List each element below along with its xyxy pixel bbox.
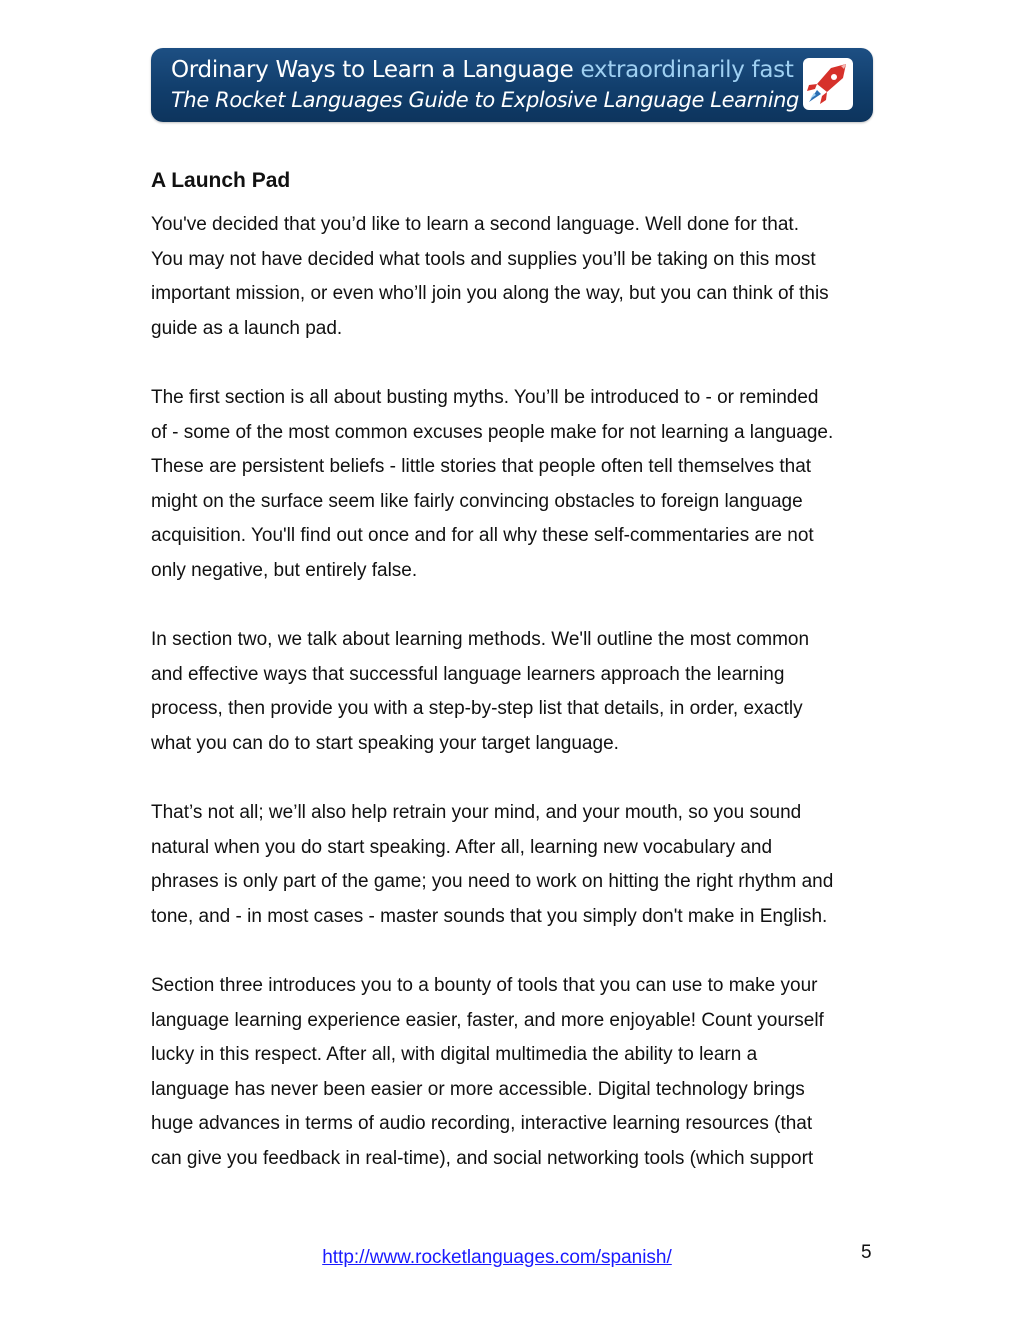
- banner-title: [171, 57, 794, 83]
- text-line: You may not have decided what tools and supplies you’ll be taking on this most: [151, 248, 816, 270]
- text-line: You've decided that you’d like to learn a second language. Well done for that.: [151, 214, 799, 235]
- paragraph-section-two: [151, 623, 881, 761]
- paragraph-section-one: [151, 381, 881, 589]
- text-line: tone, and - in most cases - master sounds that you simply don't make in English.: [151, 905, 828, 927]
- text-line: acquisition. You'll find out once and for all why these self-commentaries are not: [151, 525, 814, 547]
- text-line: guide as a launch pad.: [151, 317, 343, 339]
- text-line: might on the surface seem like fairly convincing obstacles to foreign language: [151, 490, 803, 512]
- text-line: huge advances in terms of audio recording, interactive learning resources (that: [151, 1113, 813, 1135]
- paragraph-intro: [151, 208, 881, 346]
- text-line: language has never been easier or more accessible. Digital technology brings: [151, 1078, 805, 1100]
- page-number: 5: [861, 1242, 872, 1263]
- text-line: lucky in this respect. After all, with digital multimedia the ability to learn a: [151, 1044, 758, 1066]
- paragraph-pronunciation: [151, 796, 881, 934]
- text-line: language learning experience easier, faster, and more enjoyable! Count yourself: [151, 1009, 824, 1031]
- text-line: phrases is only part of the game; you need to work on hitting the right rhythm and: [151, 871, 834, 893]
- rocket-icon: [803, 58, 853, 110]
- text-line: process, then provide you with a step-by-step list that details, in order, exactly: [151, 698, 803, 720]
- text-line: Section three introduces you to a bounty of tools that you can use to make your: [151, 975, 818, 997]
- text-line: what you can do to start speaking your target language.: [151, 732, 619, 754]
- text-line: The first section is all about busting myths. You’ll be introduced to - or reminded: [151, 386, 819, 408]
- paragraph-section-three: [151, 969, 881, 1177]
- text-line: In section two, we talk about learning methods. We'll outline the most common: [151, 629, 810, 651]
- footer-link[interactable]: http://www.rocketlanguages.com/spanish/: [322, 1247, 672, 1268]
- header-banner: [151, 48, 873, 122]
- banner-subtitle: The Rocket Languages Guide to Explosive Language Learning: [171, 88, 799, 112]
- page-content: [151, 166, 881, 1177]
- text-line: important mission, or even who’ll join you along the way, but you can think of this: [151, 283, 829, 305]
- text-line: only negative, but entirely false.: [151, 559, 418, 581]
- text-line: natural when you do start speaking. After all, learning new vocabulary and: [151, 836, 773, 858]
- text-line: That’s not all; we’ll also help retrain your mind, and your mouth, so you sound: [151, 802, 802, 824]
- text-line: and effective ways that successful language learners approach the learning: [151, 663, 785, 685]
- section-heading: A Launch Pad: [151, 169, 291, 192]
- text-line: can give you feedback in real-time), and social networking tools (which support: [151, 1148, 814, 1170]
- banner-title-accent: extraordinarily fast: [580, 57, 794, 83]
- text-line: These are persistent beliefs - little stories that people often tell themselves that: [151, 456, 812, 478]
- banner-title-main: Ordinary Ways to Learn a Language: [171, 57, 581, 83]
- text-line: of - some of the most common excuses people make for not learning a language.: [151, 421, 834, 443]
